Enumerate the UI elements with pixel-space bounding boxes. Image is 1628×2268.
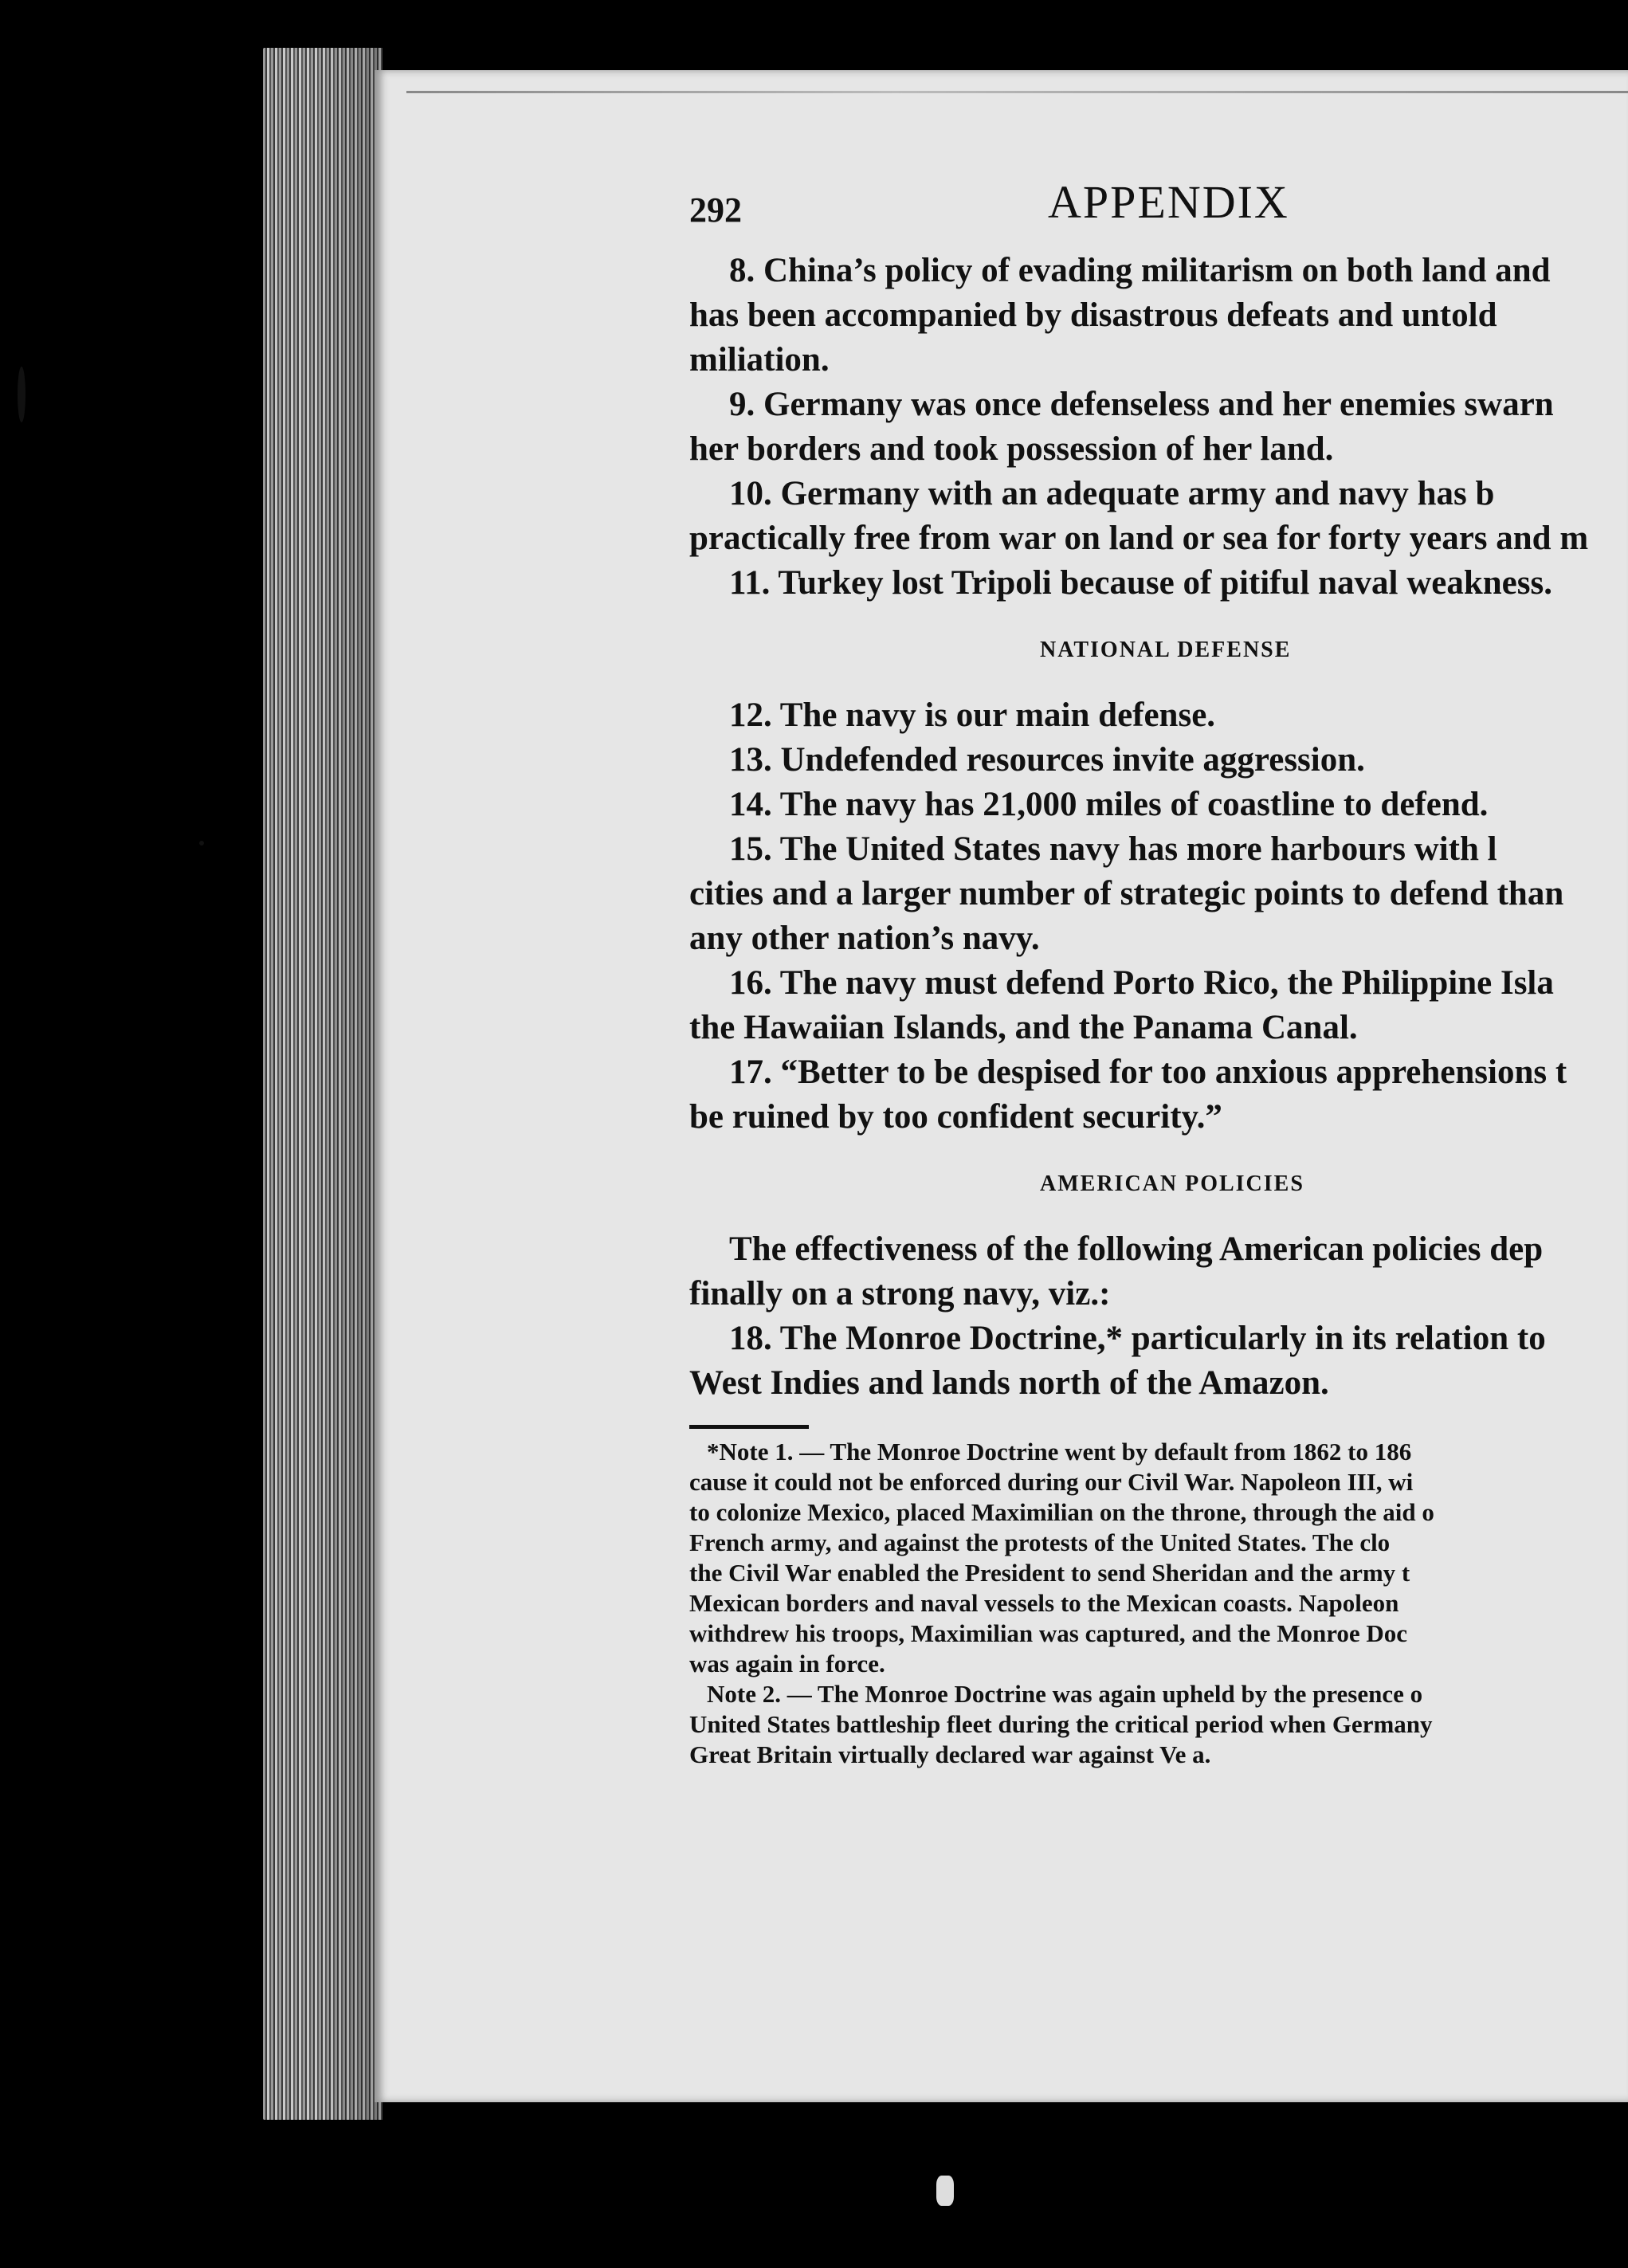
paragraph-8 xyxy=(689,249,1628,383)
text-line: be ruined by too confident security.” xyxy=(689,1098,1222,1136)
text-line: 8. China’s policy of evading militarism on both land and xyxy=(729,252,1551,289)
text-line: 17. “Better to be despised for too anxious apprehensions t xyxy=(729,1054,1567,1091)
footnote-line: cause it could not be enforced during our Civil War. Napoleon III, wi xyxy=(689,1468,1414,1496)
text-line: has been accompanied by disastrous defeats and untold xyxy=(689,296,1497,334)
text-line: 11. Turkey lost Tripoli because of pitiful naval weakness. xyxy=(729,564,1552,602)
footnote-line: United States battleship fleet during the critical period when Germany xyxy=(689,1710,1433,1738)
text-line: 18. The Monroe Doctrine,* particularly in its relation to xyxy=(729,1320,1546,1357)
text-line: any other nation’s navy. xyxy=(689,920,1040,957)
paragraph-11 xyxy=(689,561,1628,606)
footnote-1 xyxy=(689,1437,1628,1679)
paragraph-12 xyxy=(689,693,1628,738)
paragraph-14 xyxy=(689,783,1628,827)
footnote-line: French army, and against the protests of the United States. The clo xyxy=(689,1528,1391,1556)
footnote-line: to colonize Mexico, placed Maximilian on the throne, through the aid o xyxy=(689,1498,1434,1526)
section-heading-american-policies: AMERICAN POLICIES xyxy=(1040,1171,1304,1196)
text-line: her borders and took possession of her land. xyxy=(689,430,1334,468)
text-line: the Hawaiian Islands, and the Panama Canal. xyxy=(689,1009,1358,1046)
section-heading-national-defense: NATIONAL DEFENSE xyxy=(1040,638,1292,662)
page-number: 292 xyxy=(689,190,742,230)
text-line: 9. Germany was once defenseless and her enemies swarn xyxy=(729,386,1554,423)
paragraph-15 xyxy=(689,827,1628,961)
text-line: 16. The navy must defend Porto Rico, the Philippine Isla xyxy=(729,964,1554,1002)
paragraph-18 xyxy=(689,1316,1628,1406)
text-line: West Indies and lands north of the Amazon. xyxy=(689,1364,1329,1402)
page-body xyxy=(689,249,1628,1770)
footnote-line: withdrew his troops, Maximilian was captured, and the Monroe Doc xyxy=(689,1619,1408,1647)
text-line: miliation. xyxy=(689,341,830,379)
paragraph-13 xyxy=(689,738,1628,783)
american-policies-intro xyxy=(689,1227,1628,1316)
page-stack-shadow xyxy=(319,48,382,2120)
scan-artifact xyxy=(936,2176,954,2206)
text-line: 12. The navy is our main defense. xyxy=(729,696,1216,734)
page-top-edge xyxy=(406,91,1628,93)
footnote-line: was again in force. xyxy=(689,1650,885,1677)
footnote-2 xyxy=(689,1679,1628,1770)
text-line: The effectiveness of the following American policies dep xyxy=(729,1230,1544,1268)
footnote-line: the Civil War enabled the President to send Sheridan and the army t xyxy=(689,1559,1410,1587)
paragraph-17 xyxy=(689,1050,1628,1140)
footnote-line: *Note 1. — The Monroe Doctrine went by default from 1862 to 186 xyxy=(707,1438,1412,1466)
scan-speck xyxy=(199,841,204,846)
text-line: 14. The navy has 21,000 miles of coastline to defend. xyxy=(729,786,1489,823)
scan-speck xyxy=(18,367,25,422)
footnote-line: Note 2. — The Monroe Doctrine was again upheld by the presence o xyxy=(707,1680,1423,1708)
text-line: 10. Germany with an adequate army and navy has b xyxy=(729,475,1495,512)
running-head: APPENDIX xyxy=(1048,176,1289,228)
text-line: 15. The United States navy has more harbours with l xyxy=(729,830,1497,868)
footnote-line: Great Britain virtually declared war against Ve a. xyxy=(689,1740,1211,1768)
text-line: finally on a strong navy, viz.: xyxy=(689,1275,1111,1313)
text-line: practically free from war on land or sea for forty years and m xyxy=(689,520,1589,557)
text-line: 13. Undefended resources invite aggression. xyxy=(729,741,1365,779)
footnote-line: Mexican borders and naval vessels to the Mexican coasts. Napoleon xyxy=(689,1589,1399,1617)
text-line: cities and a larger number of strategic points to defend than xyxy=(689,875,1564,912)
paragraph-16 xyxy=(689,961,1628,1050)
page-header xyxy=(689,175,1628,239)
footnote-rule xyxy=(689,1425,809,1429)
paragraph-10 xyxy=(689,472,1628,561)
paragraph-9 xyxy=(689,383,1628,472)
